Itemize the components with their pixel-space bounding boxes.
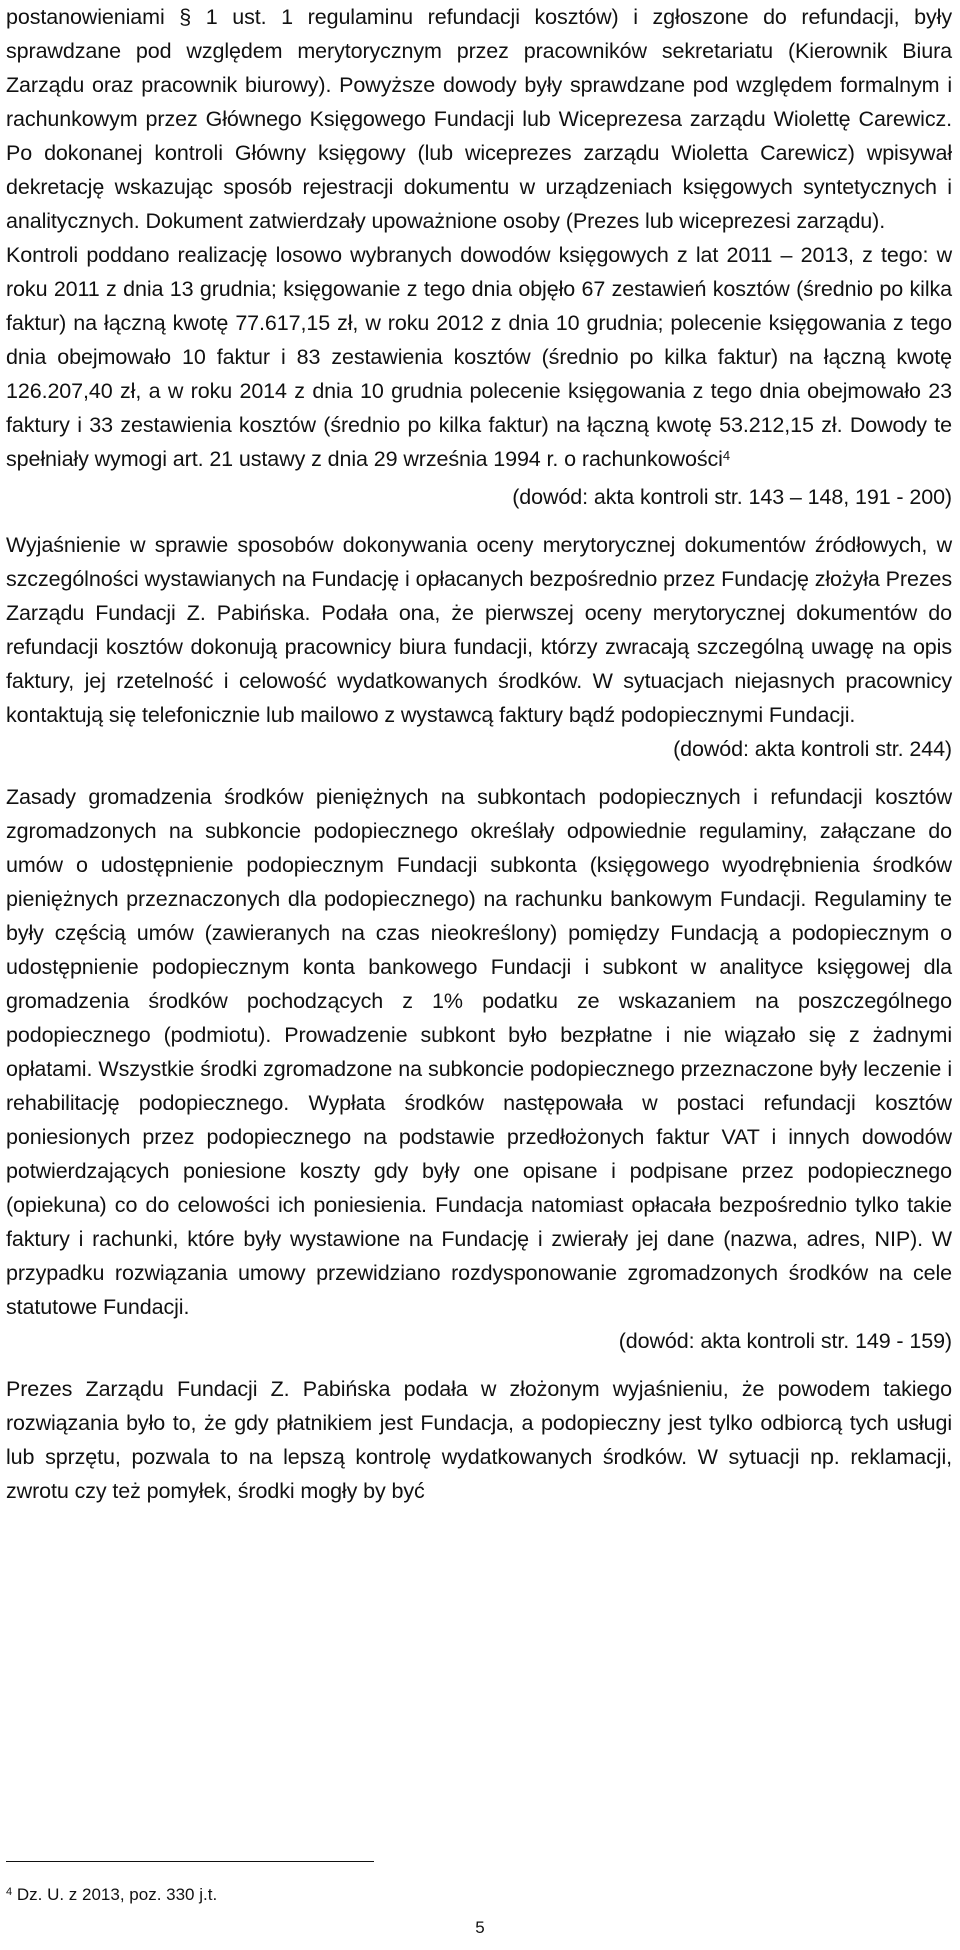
footnote-number: 4 [6, 1886, 13, 1898]
evidence-note-2: (dowód: akta kontroli str. 244) [673, 737, 952, 761]
footnote-reference: 4 [722, 448, 730, 463]
evidence-note-1: (dowód: akta kontroli str. 143 – 148, 191 - 200) [512, 485, 952, 509]
document-body [6, 0, 952, 1508]
spacer [6, 766, 952, 780]
spacer [6, 1358, 952, 1372]
footnote-separator [6, 1861, 374, 1862]
paragraph-sample-control [6, 238, 952, 476]
paragraph-subaccount-rules: Zasady gromadzenia środków pieniężnych na subkontach podopiecznych i refundacji kosztów zgromadzonych na subkoncie podopiecznego określały odpowiednie regulaminy, załączane do umów o udostępnienie podopiecznym Fundacji subkonta (księgowego wyodrębnienia środków pieniężnych przeznaczonych dla podopiecznego) na rachunku bankowym Fundacji. Regulaminy te były częścią umów (zawieranych na czas nieokreślony) pomiędzy Fundacją a podopiecznym o udostępnienie podopiecznym konta bankowego Fundacji i subkont w analityce księgowej dla gromadzenia środków pochodzących z 1% podatku ze wskazaniem na poszczególnego podopiecznego (podmiotu). Prowadzenie subkont było bezpłatne i nie wiązało się z żadnymi opłatami. Wszystkie środki zgromadzone na subkoncie podopiecznego przeznaczone były leczenie i rehabilitację podopiecznego. Wypłata środków następowała w postaci refundacji kosztów poniesionych przez podopiecznego na podstawie przedłożonych faktur VAT i innych dowodów potwierdzających poniesione koszty gdy były one opisane i podpisane przez podopiecznego (opiekuna) co do celowości ich poniesienia. Fundacja natomiast opłacała bezpośrednio tylko takie faktury i rachunki, które były wystawione na Fundację i zwierały jej dane (nazwa, adres, NIP). W przypadku rozwiązania umowy przewidziano rozdysponowanie zgromadzonych środków na cele statutowe Fundacji. [6, 785, 952, 1319]
paragraph-sample-control-text: Kontroli poddano realizację losowo wybranych dowodów księgowych z lat 2011 – 2013, z tego: w roku 2011 z dnia 13 grudnia; księgowanie z tego dnia objęło 67 zestawień kosztów (średnio po kilka faktur) na łączną kwotę 77.617,15 zł, w roku 2012 z dnia 10 grudnia; polecenie księgowania z tego dnia obejmowało 10 faktur i 83 zestawienia kosztów (średnio po kilka faktur) na łączną kwotę 126.207,40 zł, a w roku 2014 z dnia 10 grudnia polecenie księgowania z tego dnia obejmowało 23 faktury i 33 zestawienia kosztów (średnio po kilka faktur) na łączną kwotę 53.212,15 zł. Dowody te spełniały wymogi art. 21 ustawy z dnia 29 września 1994 r. o rachunkowości [6, 243, 952, 471]
evidence-note-3: (dowód: akta kontroli str. 149 - 159) [618, 1329, 952, 1353]
page-number: 5 [475, 1918, 485, 1937]
paragraph-verification-procedure: postanowieniami § 1 ust. 1 regulaminu refundacji kosztów) i zgłoszone do refundacji, były sprawdzane pod względem merytorycznym przez pracowników sekretariatu (Kierownik Biura Zarządu oraz pracownik biurowy). Powyższe dowody były sprawdzane pod względem formalnym i rachunkowym przez Głównego Księgowego Fundacji lub Wiceprezesa zarządu Wiolettę Carewicz. Po dokonanej kontroli Główny księgowy (lub wiceprezes zarządu Wioletta Carewicz) wpisywał dekretację wskazując sposób rejestracji dokumentu w urządzeniach księgowych syntetycznych i analitycznych. Dokument zatwierdzały upoważnione osoby (Prezes lub wiceprezesi zarządu). [6, 5, 952, 233]
paragraph-president-explanation: Prezes Zarządu Fundacji Z. Pabińska podała w złożonym wyjaśnieniu, że powodem takiego rozwiązania było to, że gdy płatnikiem jest Fundacja, a podopieczny jest tylko odbiorcą tych usługi lub sprzętu, pozwala to na lepszą kontrolę wydatkowanych środków. W sytuacji np. reklamacji, zwrotu czy też pomyłek, środki mogły by być [6, 1377, 952, 1503]
spacer [6, 514, 952, 528]
footnote-text: Dz. U. z 2013, poz. 330 j.t. [12, 1885, 218, 1904]
footnote [6, 1884, 217, 1906]
paragraph-merit-assessment: Wyjaśnienie w sprawie sposobów dokonywania oceny merytorycznej dokumentów źródłowych, w szczególności wystawianych na Fundację i opłacanych bezpośrednio przez Fundację złożyła Prezes Zarządu Fundacji Z. Pabińska. Podała ona, że pierwszej oceny merytorycznej dokumentów do refundacji kosztów dokonują pracownicy biura fundacji, którzy zwracają szczególną uwagę na opis faktury, jej rzetelność i celowość wydatkowanych środków. W sytuacjach niejasnych pracownicy kontaktują się telefonicznie lub mailowo z wystawcą faktury bądź podopiecznymi Fundacji. [6, 533, 952, 727]
